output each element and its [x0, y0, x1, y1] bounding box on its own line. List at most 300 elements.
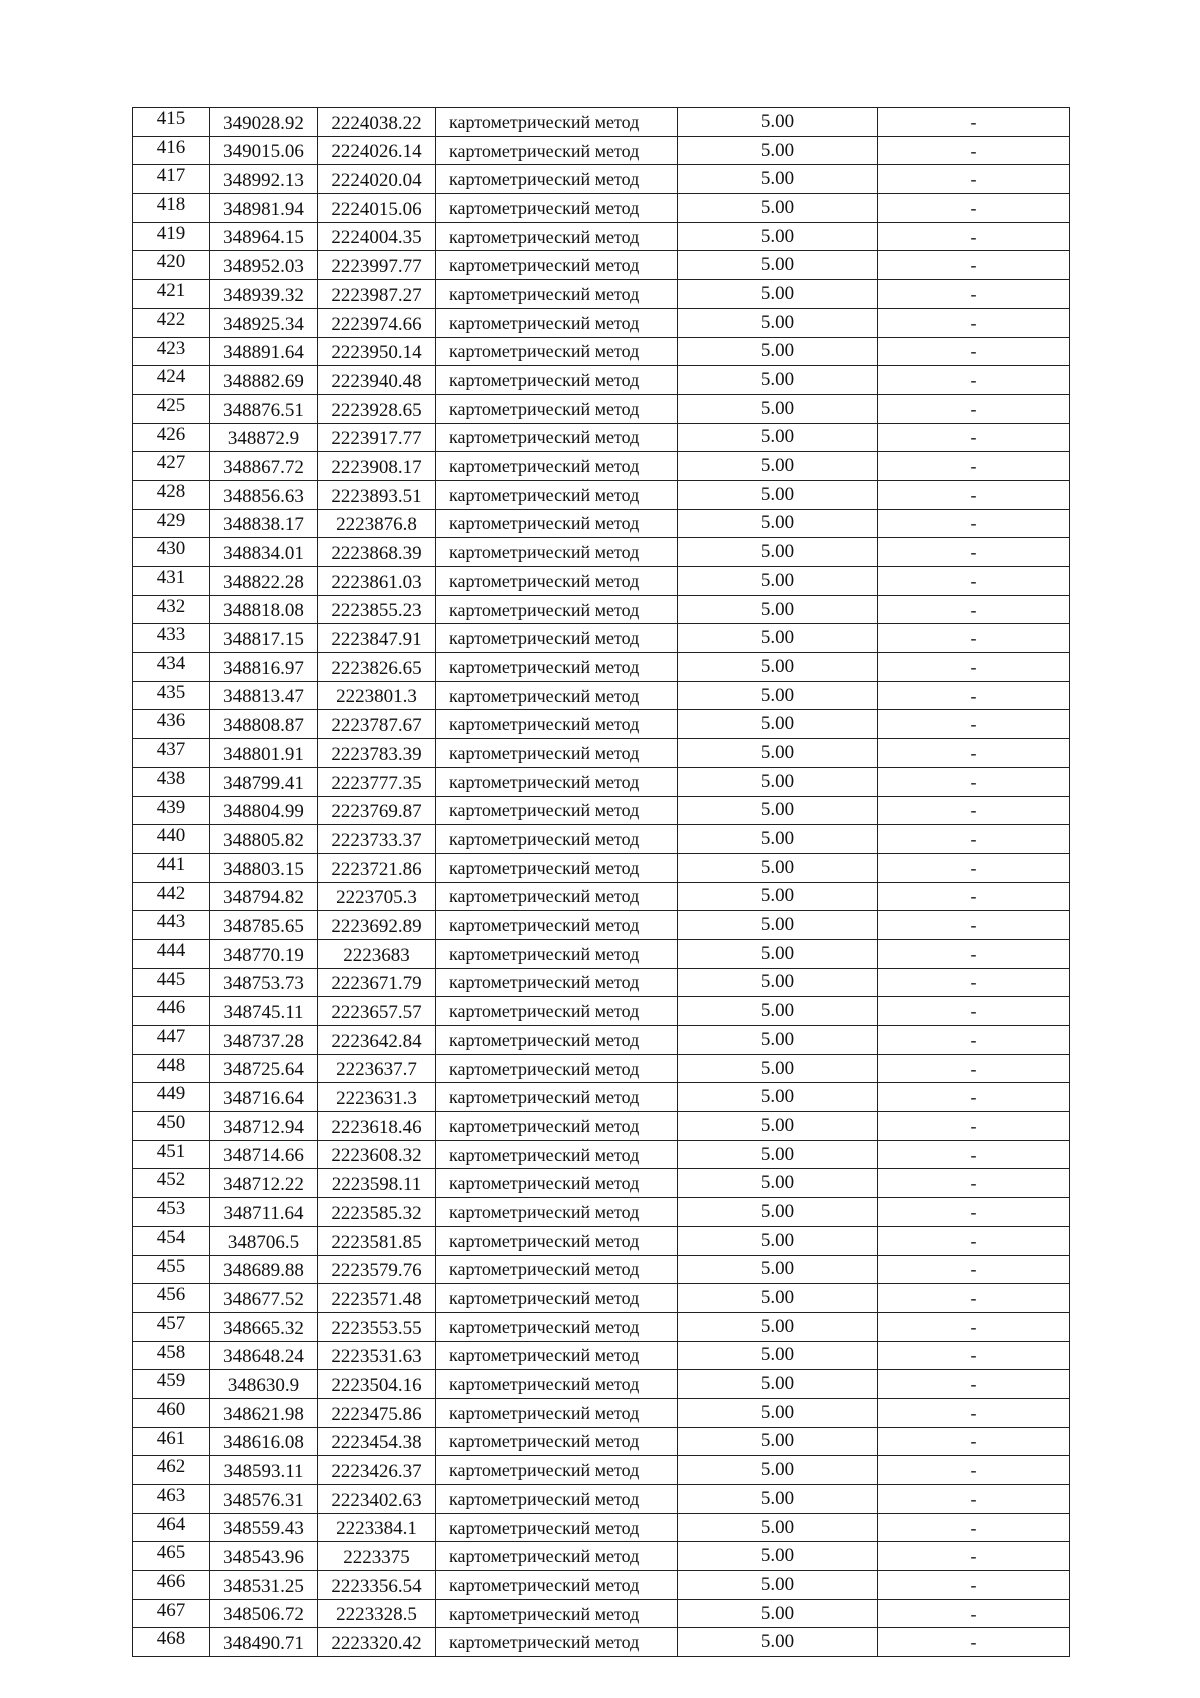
accuracy-cell: 5.00 — [678, 1284, 878, 1313]
method-cell: картометрический метод — [436, 452, 678, 481]
method-cell: картометрический метод — [436, 853, 678, 882]
y-coordinate-cell: 2223402.63 — [318, 1485, 436, 1514]
x-coordinate-cell: 348689.88 — [210, 1255, 318, 1284]
table-row — [133, 567, 1070, 596]
method-cell: картометрический метод — [436, 1112, 678, 1141]
table-row — [133, 997, 1070, 1026]
point-number-cell: 419 — [133, 222, 210, 251]
x-coordinate-cell: 348711.64 — [210, 1198, 318, 1227]
accuracy-cell: 5.00 — [678, 1083, 878, 1112]
accuracy-cell: 5.00 — [678, 1054, 878, 1083]
table-row — [133, 1112, 1070, 1141]
accuracy-cell: 5.00 — [678, 337, 878, 366]
accuracy-cell: 5.00 — [678, 796, 878, 825]
method-cell: картометрический метод — [436, 308, 678, 337]
note-cell: - — [878, 1312, 1070, 1341]
table-row — [133, 452, 1070, 481]
method-cell: картометрический метод — [436, 1341, 678, 1370]
point-number-cell: 449 — [133, 1083, 210, 1112]
y-coordinate-cell: 2223997.77 — [318, 251, 436, 280]
table-row — [133, 366, 1070, 395]
method-cell: картометрический метод — [436, 653, 678, 682]
y-coordinate-cell: 2223893.51 — [318, 480, 436, 509]
table-row — [133, 1485, 1070, 1514]
method-cell: картометрический метод — [436, 165, 678, 194]
y-coordinate-cell: 2224020.04 — [318, 165, 436, 194]
table-row — [133, 968, 1070, 997]
note-cell: - — [878, 1599, 1070, 1628]
table-row — [133, 308, 1070, 337]
accuracy-cell: 5.00 — [678, 853, 878, 882]
accuracy-cell: 5.00 — [678, 1571, 878, 1600]
accuracy-cell: 5.00 — [678, 968, 878, 997]
method-cell: картометрический метод — [436, 194, 678, 223]
table-row — [133, 710, 1070, 739]
x-coordinate-cell: 348805.82 — [210, 825, 318, 854]
point-number-cell: 446 — [133, 997, 210, 1026]
note-cell: - — [878, 939, 1070, 968]
method-cell: картометрический метод — [436, 624, 678, 653]
accuracy-cell: 5.00 — [678, 1169, 878, 1198]
y-coordinate-cell: 2223868.39 — [318, 538, 436, 567]
point-number-cell: 452 — [133, 1169, 210, 1198]
note-cell: - — [878, 882, 1070, 911]
y-coordinate-cell: 2223426.37 — [318, 1456, 436, 1485]
x-coordinate-cell: 348737.28 — [210, 1026, 318, 1055]
note-cell: - — [878, 165, 1070, 194]
note-cell: - — [878, 1628, 1070, 1657]
note-cell: - — [878, 1026, 1070, 1055]
point-number-cell: 420 — [133, 251, 210, 280]
table-row — [133, 882, 1070, 911]
note-cell: - — [878, 1341, 1070, 1370]
point-number-cell: 428 — [133, 480, 210, 509]
x-coordinate-cell: 348808.87 — [210, 710, 318, 739]
method-cell: картометрический метод — [436, 251, 678, 280]
note-cell: - — [878, 1169, 1070, 1198]
note-cell: - — [878, 1398, 1070, 1427]
note-cell: - — [878, 452, 1070, 481]
x-coordinate-cell: 348992.13 — [210, 165, 318, 194]
y-coordinate-cell: 2223940.48 — [318, 366, 436, 395]
table-row — [133, 394, 1070, 423]
point-number-cell: 444 — [133, 939, 210, 968]
note-cell: - — [878, 681, 1070, 710]
point-number-cell: 468 — [133, 1628, 210, 1657]
table-row — [133, 1312, 1070, 1341]
method-cell: картометрический метод — [436, 1599, 678, 1628]
note-cell: - — [878, 767, 1070, 796]
y-coordinate-cell: 2223475.86 — [318, 1398, 436, 1427]
y-coordinate-cell: 2224038.22 — [318, 108, 436, 137]
y-coordinate-cell: 2223642.84 — [318, 1026, 436, 1055]
method-cell: картометрический метод — [436, 108, 678, 137]
method-cell: картометрический метод — [436, 1140, 678, 1169]
table-row — [133, 337, 1070, 366]
accuracy-cell: 5.00 — [678, 108, 878, 137]
y-coordinate-cell: 2223783.39 — [318, 739, 436, 768]
method-cell: картометрический метод — [436, 1255, 678, 1284]
point-number-cell: 433 — [133, 624, 210, 653]
x-coordinate-cell: 348593.11 — [210, 1456, 318, 1485]
x-coordinate-cell: 348925.34 — [210, 308, 318, 337]
accuracy-cell: 5.00 — [678, 1542, 878, 1571]
y-coordinate-cell: 2223987.27 — [318, 280, 436, 309]
note-cell: - — [878, 1112, 1070, 1141]
x-coordinate-cell: 348770.19 — [210, 939, 318, 968]
method-cell: картометрический метод — [436, 739, 678, 768]
x-coordinate-cell: 348817.15 — [210, 624, 318, 653]
y-coordinate-cell: 2223618.46 — [318, 1112, 436, 1141]
accuracy-cell: 5.00 — [678, 767, 878, 796]
x-coordinate-cell: 348867.72 — [210, 452, 318, 481]
point-number-cell: 456 — [133, 1284, 210, 1313]
method-cell: картометрический метод — [436, 136, 678, 165]
accuracy-cell: 5.00 — [678, 939, 878, 968]
point-number-cell: 427 — [133, 452, 210, 481]
x-coordinate-cell: 348716.64 — [210, 1083, 318, 1112]
x-coordinate-cell: 348621.98 — [210, 1398, 318, 1427]
point-number-cell: 425 — [133, 394, 210, 423]
x-coordinate-cell: 348712.22 — [210, 1169, 318, 1198]
table-row — [133, 939, 1070, 968]
method-cell: картометрический метод — [436, 1513, 678, 1542]
y-coordinate-cell: 2223777.35 — [318, 767, 436, 796]
point-number-cell: 421 — [133, 280, 210, 309]
note-cell: - — [878, 222, 1070, 251]
note-cell: - — [878, 337, 1070, 366]
note-cell: - — [878, 968, 1070, 997]
method-cell: картометрический метод — [436, 1083, 678, 1112]
coordinates-table-body — [133, 108, 1070, 1657]
table-row — [133, 280, 1070, 309]
accuracy-cell: 5.00 — [678, 624, 878, 653]
method-cell: картометрический метод — [436, 1485, 678, 1514]
table-row — [133, 911, 1070, 940]
method-cell: картометрический метод — [436, 1312, 678, 1341]
y-coordinate-cell: 2223454.38 — [318, 1427, 436, 1456]
y-coordinate-cell: 2223826.65 — [318, 653, 436, 682]
note-cell: - — [878, 1456, 1070, 1485]
note-cell: - — [878, 1513, 1070, 1542]
table-row — [133, 681, 1070, 710]
note-cell: - — [878, 1054, 1070, 1083]
accuracy-cell: 5.00 — [678, 1398, 878, 1427]
point-number-cell: 417 — [133, 165, 210, 194]
point-number-cell: 441 — [133, 853, 210, 882]
point-number-cell: 429 — [133, 509, 210, 538]
note-cell: - — [878, 1140, 1070, 1169]
y-coordinate-cell: 2223908.17 — [318, 452, 436, 481]
method-cell: картометрический метод — [436, 882, 678, 911]
method-cell: картометрический метод — [436, 710, 678, 739]
table-row — [133, 1284, 1070, 1313]
x-coordinate-cell: 348559.43 — [210, 1513, 318, 1542]
accuracy-cell: 5.00 — [678, 911, 878, 940]
x-coordinate-cell: 348816.97 — [210, 653, 318, 682]
accuracy-cell: 5.00 — [678, 1341, 878, 1370]
x-coordinate-cell: 348543.96 — [210, 1542, 318, 1571]
accuracy-cell: 5.00 — [678, 480, 878, 509]
y-coordinate-cell: 2223974.66 — [318, 308, 436, 337]
table-row — [133, 423, 1070, 452]
point-number-cell: 415 — [133, 108, 210, 137]
y-coordinate-cell: 2223671.79 — [318, 968, 436, 997]
method-cell: картометрический метод — [436, 825, 678, 854]
x-coordinate-cell: 348939.32 — [210, 280, 318, 309]
method-cell: картометрический метод — [436, 1571, 678, 1600]
x-coordinate-cell: 348665.32 — [210, 1312, 318, 1341]
x-coordinate-cell: 348838.17 — [210, 509, 318, 538]
y-coordinate-cell: 2223637.7 — [318, 1054, 436, 1083]
point-number-cell: 460 — [133, 1398, 210, 1427]
method-cell: картометрический метод — [436, 394, 678, 423]
method-cell: картометрический метод — [436, 1054, 678, 1083]
table-row — [133, 653, 1070, 682]
y-coordinate-cell: 2223733.37 — [318, 825, 436, 854]
note-cell: - — [878, 423, 1070, 452]
x-coordinate-cell: 348531.25 — [210, 1571, 318, 1600]
x-coordinate-cell: 349015.06 — [210, 136, 318, 165]
table-row — [133, 1456, 1070, 1485]
x-coordinate-cell: 348725.64 — [210, 1054, 318, 1083]
x-coordinate-cell: 348818.08 — [210, 595, 318, 624]
method-cell: картометрический метод — [436, 681, 678, 710]
note-cell: - — [878, 595, 1070, 624]
method-cell: картометрический метод — [436, 480, 678, 509]
y-coordinate-cell: 2223598.11 — [318, 1169, 436, 1198]
method-cell: картометрический метод — [436, 1169, 678, 1198]
note-cell: - — [878, 997, 1070, 1026]
method-cell: картометрический метод — [436, 509, 678, 538]
accuracy-cell: 5.00 — [678, 1026, 878, 1055]
point-number-cell: 454 — [133, 1226, 210, 1255]
x-coordinate-cell: 348981.94 — [210, 194, 318, 223]
y-coordinate-cell: 2224015.06 — [318, 194, 436, 223]
note-cell: - — [878, 108, 1070, 137]
point-number-cell: 466 — [133, 1571, 210, 1600]
y-coordinate-cell: 2223769.87 — [318, 796, 436, 825]
y-coordinate-cell: 2223356.54 — [318, 1571, 436, 1600]
table-row — [133, 1513, 1070, 1542]
note-cell: - — [878, 1083, 1070, 1112]
y-coordinate-cell: 2223705.3 — [318, 882, 436, 911]
x-coordinate-cell: 348872.9 — [210, 423, 318, 452]
x-coordinate-cell: 348794.82 — [210, 882, 318, 911]
accuracy-cell: 5.00 — [678, 366, 878, 395]
point-number-cell: 442 — [133, 882, 210, 911]
y-coordinate-cell: 2223571.48 — [318, 1284, 436, 1313]
point-number-cell: 464 — [133, 1513, 210, 1542]
method-cell: картометрический метод — [436, 911, 678, 940]
y-coordinate-cell: 2223928.65 — [318, 394, 436, 423]
point-number-cell: 440 — [133, 825, 210, 854]
point-number-cell: 462 — [133, 1456, 210, 1485]
table-row — [133, 624, 1070, 653]
table-row — [133, 1026, 1070, 1055]
accuracy-cell: 5.00 — [678, 194, 878, 223]
point-number-cell: 416 — [133, 136, 210, 165]
method-cell: картометрический метод — [436, 767, 678, 796]
table-row — [133, 108, 1070, 137]
accuracy-cell: 5.00 — [678, 567, 878, 596]
note-cell: - — [878, 538, 1070, 567]
accuracy-cell: 5.00 — [678, 1112, 878, 1141]
point-number-cell: 422 — [133, 308, 210, 337]
table-row — [133, 165, 1070, 194]
point-number-cell: 459 — [133, 1370, 210, 1399]
y-coordinate-cell: 2223787.67 — [318, 710, 436, 739]
note-cell: - — [878, 194, 1070, 223]
note-cell: - — [878, 509, 1070, 538]
point-number-cell: 463 — [133, 1485, 210, 1514]
accuracy-cell: 5.00 — [678, 509, 878, 538]
accuracy-cell: 5.00 — [678, 1485, 878, 1514]
accuracy-cell: 5.00 — [678, 136, 878, 165]
point-number-cell: 437 — [133, 739, 210, 768]
accuracy-cell: 5.00 — [678, 595, 878, 624]
table-row — [133, 222, 1070, 251]
accuracy-cell: 5.00 — [678, 308, 878, 337]
note-cell: - — [878, 911, 1070, 940]
x-coordinate-cell: 348706.5 — [210, 1226, 318, 1255]
x-coordinate-cell: 348804.99 — [210, 796, 318, 825]
accuracy-cell: 5.00 — [678, 538, 878, 567]
x-coordinate-cell: 348714.66 — [210, 1140, 318, 1169]
method-cell: картометрический метод — [436, 1370, 678, 1399]
note-cell: - — [878, 136, 1070, 165]
x-coordinate-cell: 348648.24 — [210, 1341, 318, 1370]
table-row — [133, 1341, 1070, 1370]
accuracy-cell: 5.00 — [678, 394, 878, 423]
y-coordinate-cell: 2223847.91 — [318, 624, 436, 653]
y-coordinate-cell: 2223631.3 — [318, 1083, 436, 1112]
accuracy-cell: 5.00 — [678, 653, 878, 682]
y-coordinate-cell: 2223876.8 — [318, 509, 436, 538]
point-number-cell: 426 — [133, 423, 210, 452]
table-row — [133, 1398, 1070, 1427]
table-row — [133, 595, 1070, 624]
y-coordinate-cell: 2223581.85 — [318, 1226, 436, 1255]
accuracy-cell: 5.00 — [678, 1456, 878, 1485]
x-coordinate-cell: 348506.72 — [210, 1599, 318, 1628]
note-cell: - — [878, 251, 1070, 280]
method-cell: картометрический метод — [436, 1398, 678, 1427]
table-row — [133, 767, 1070, 796]
table-row — [133, 796, 1070, 825]
point-number-cell: 450 — [133, 1112, 210, 1141]
y-coordinate-cell: 2223950.14 — [318, 337, 436, 366]
point-number-cell: 435 — [133, 681, 210, 710]
method-cell: картометрический метод — [436, 1628, 678, 1657]
point-number-cell: 432 — [133, 595, 210, 624]
y-coordinate-cell: 2223855.23 — [318, 595, 436, 624]
note-cell: - — [878, 853, 1070, 882]
point-number-cell: 457 — [133, 1312, 210, 1341]
method-cell: картометрический метод — [436, 337, 678, 366]
method-cell: картометрический метод — [436, 567, 678, 596]
point-number-cell: 453 — [133, 1198, 210, 1227]
x-coordinate-cell: 348576.31 — [210, 1485, 318, 1514]
point-number-cell: 447 — [133, 1026, 210, 1055]
point-number-cell: 436 — [133, 710, 210, 739]
x-coordinate-cell: 348964.15 — [210, 222, 318, 251]
method-cell: картометрический метод — [436, 366, 678, 395]
table-row — [133, 1628, 1070, 1657]
table-row — [133, 1427, 1070, 1456]
note-cell: - — [878, 739, 1070, 768]
point-number-cell: 451 — [133, 1140, 210, 1169]
note-cell: - — [878, 1198, 1070, 1227]
note-cell: - — [878, 394, 1070, 423]
note-cell: - — [878, 1485, 1070, 1514]
table-row — [133, 538, 1070, 567]
x-coordinate-cell: 348834.01 — [210, 538, 318, 567]
y-coordinate-cell: 2223384.1 — [318, 1513, 436, 1542]
note-cell: - — [878, 308, 1070, 337]
note-cell: - — [878, 825, 1070, 854]
table-row — [133, 1571, 1070, 1600]
table-row — [133, 1169, 1070, 1198]
coordinates-table — [132, 107, 1070, 1657]
method-cell: картометрический метод — [436, 796, 678, 825]
y-coordinate-cell: 2223375 — [318, 1542, 436, 1571]
table-row — [133, 1054, 1070, 1083]
x-coordinate-cell: 349028.92 — [210, 108, 318, 137]
accuracy-cell: 5.00 — [678, 1140, 878, 1169]
note-cell: - — [878, 796, 1070, 825]
table-row — [133, 739, 1070, 768]
y-coordinate-cell: 2223801.3 — [318, 681, 436, 710]
accuracy-cell: 5.00 — [678, 280, 878, 309]
y-coordinate-cell: 2223683 — [318, 939, 436, 968]
table-row — [133, 825, 1070, 854]
accuracy-cell: 5.00 — [678, 710, 878, 739]
note-cell: - — [878, 366, 1070, 395]
x-coordinate-cell: 348813.47 — [210, 681, 318, 710]
x-coordinate-cell: 348822.28 — [210, 567, 318, 596]
point-number-cell: 443 — [133, 911, 210, 940]
point-number-cell: 418 — [133, 194, 210, 223]
accuracy-cell: 5.00 — [678, 1312, 878, 1341]
point-number-cell: 439 — [133, 796, 210, 825]
y-coordinate-cell: 2223504.16 — [318, 1370, 436, 1399]
point-number-cell: 430 — [133, 538, 210, 567]
x-coordinate-cell: 348882.69 — [210, 366, 318, 395]
y-coordinate-cell: 2223579.76 — [318, 1255, 436, 1284]
method-cell: картометрический метод — [436, 968, 678, 997]
table-row — [133, 1226, 1070, 1255]
method-cell: картометрический метод — [436, 1226, 678, 1255]
point-number-cell: 438 — [133, 767, 210, 796]
note-cell: - — [878, 1255, 1070, 1284]
x-coordinate-cell: 348785.65 — [210, 911, 318, 940]
point-number-cell: 445 — [133, 968, 210, 997]
table-row — [133, 480, 1070, 509]
point-number-cell: 461 — [133, 1427, 210, 1456]
method-cell: картометрический метод — [436, 280, 678, 309]
table-row — [133, 136, 1070, 165]
x-coordinate-cell: 348891.64 — [210, 337, 318, 366]
accuracy-cell: 5.00 — [678, 423, 878, 452]
method-cell: картометрический метод — [436, 939, 678, 968]
method-cell: картометрический метод — [436, 222, 678, 251]
x-coordinate-cell: 348616.08 — [210, 1427, 318, 1456]
accuracy-cell: 5.00 — [678, 452, 878, 481]
accuracy-cell: 5.00 — [678, 882, 878, 911]
note-cell: - — [878, 567, 1070, 596]
table-row — [133, 251, 1070, 280]
